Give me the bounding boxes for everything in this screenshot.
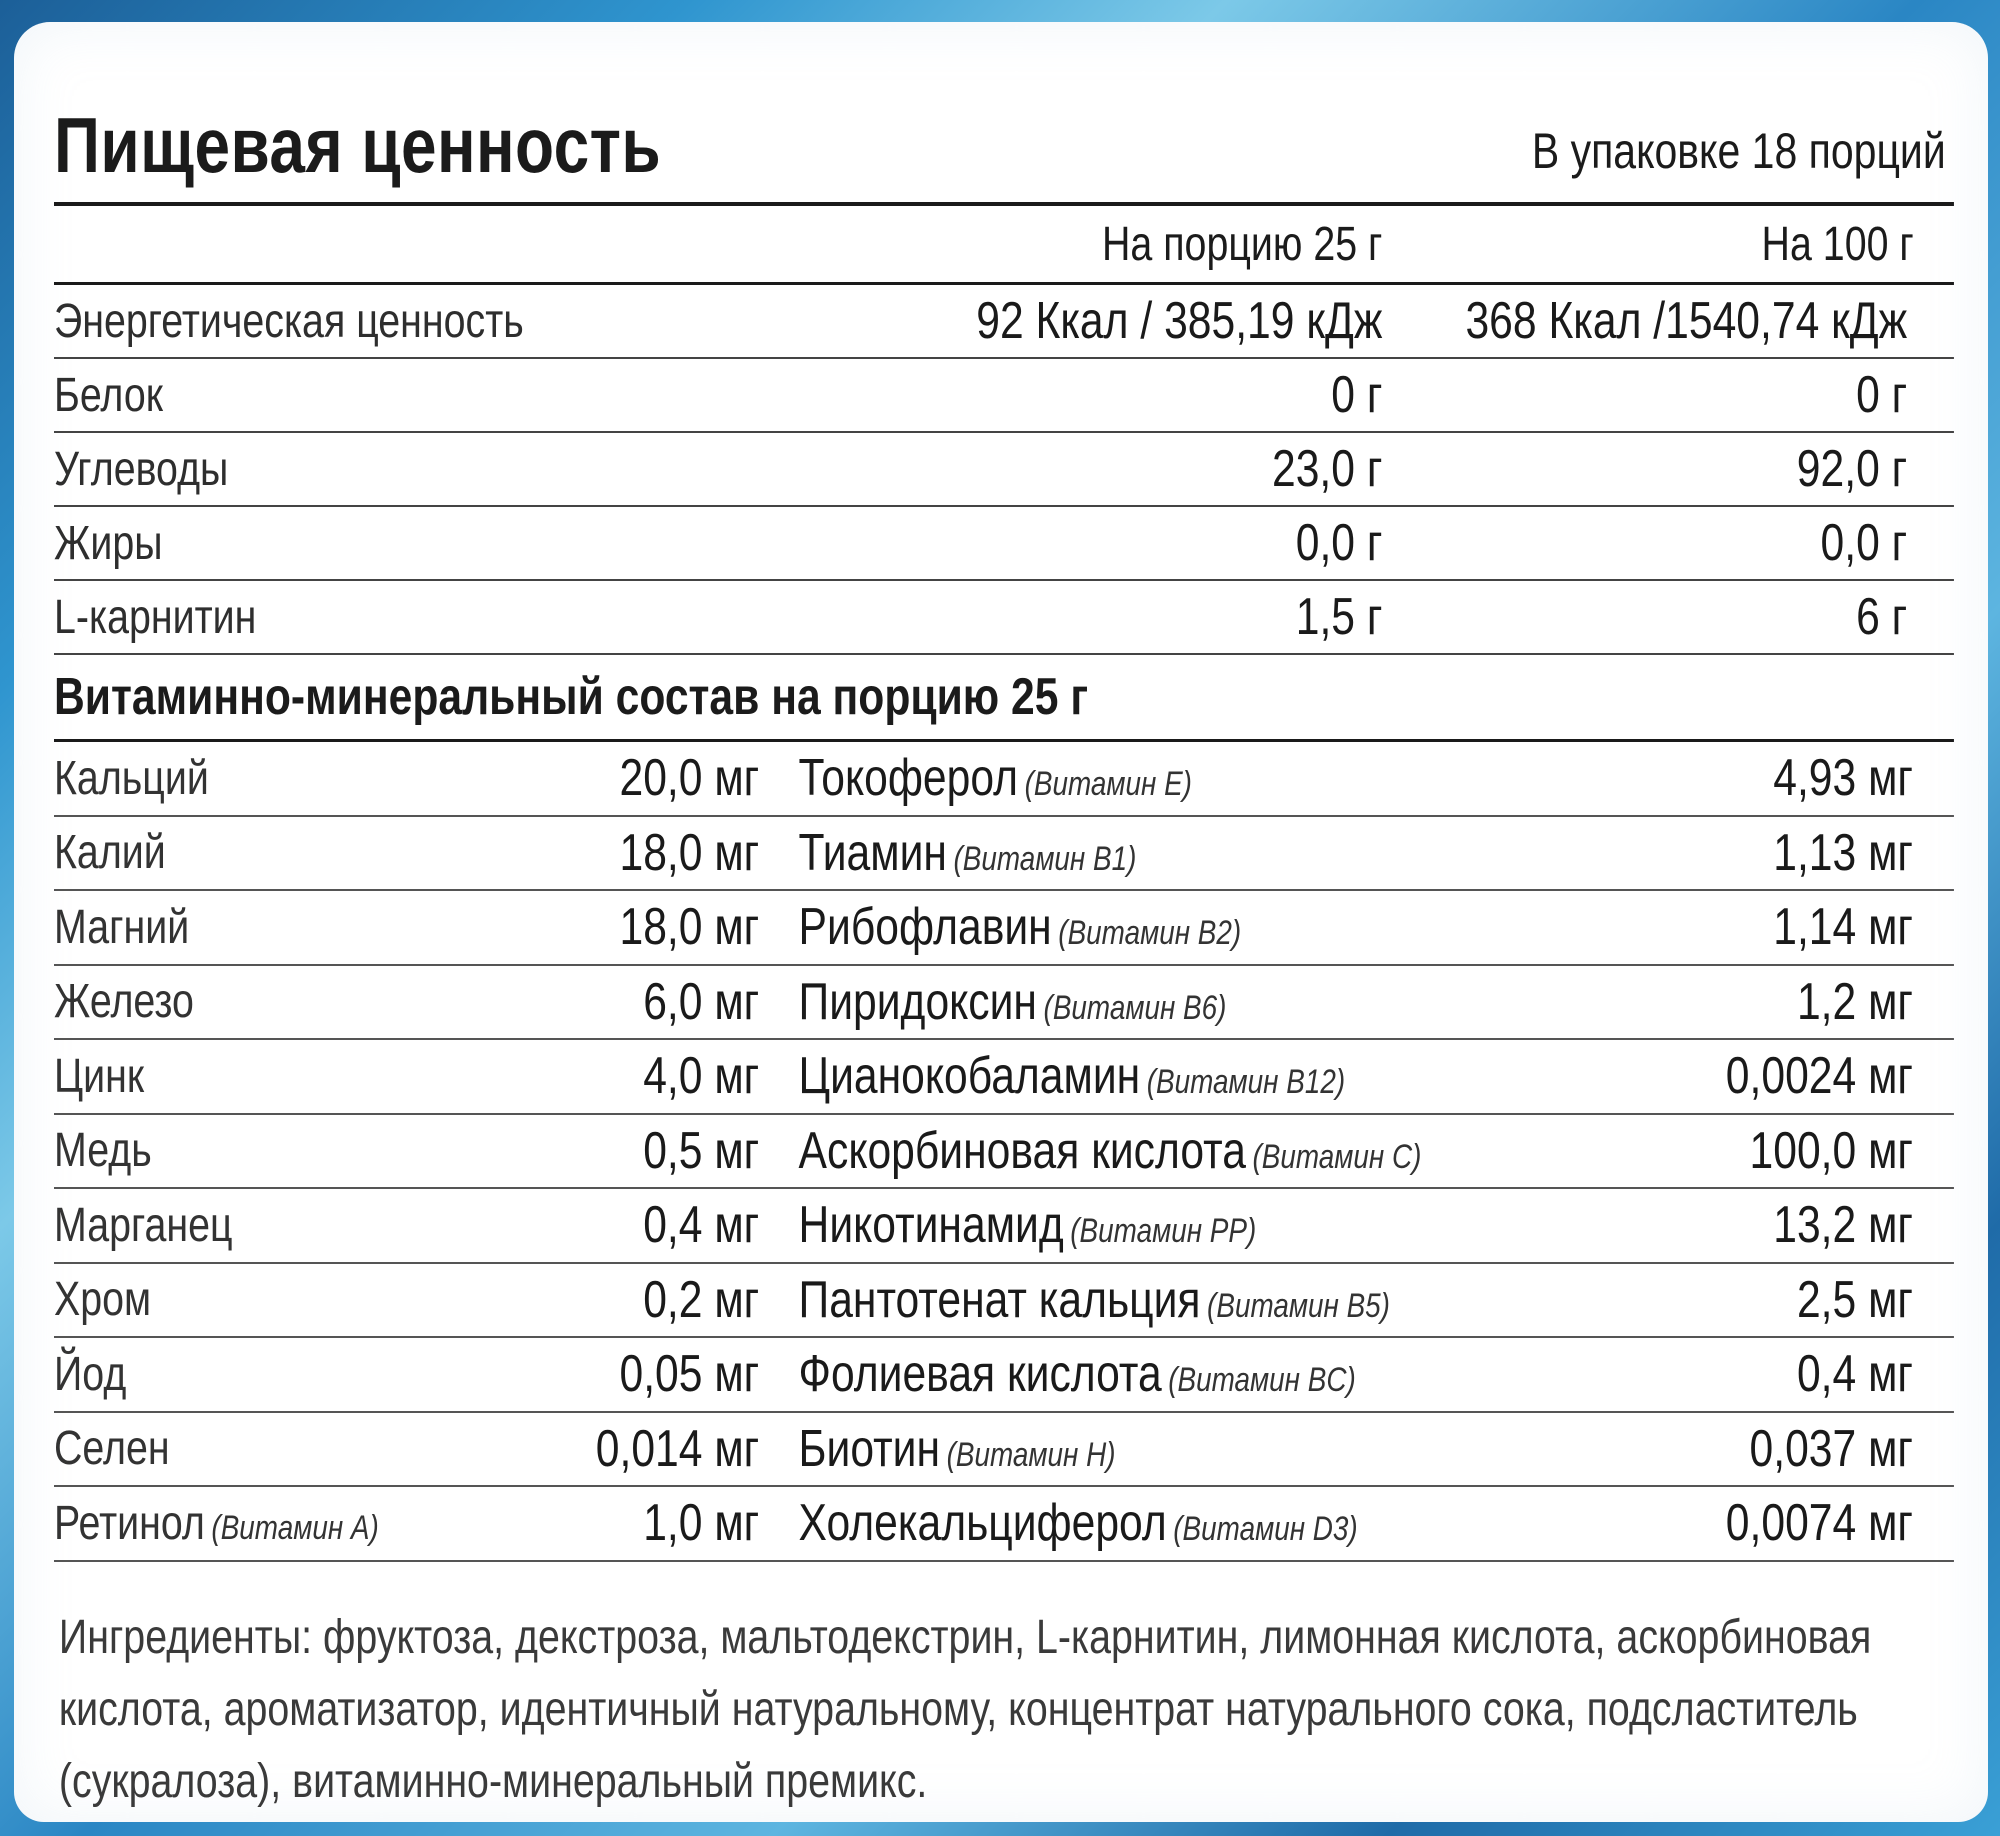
column-headers (54, 206, 1954, 285)
vitamin-mineral-row (54, 1040, 1954, 1115)
mineral-value: 18,0 мг (619, 898, 760, 957)
label-table (54, 102, 1954, 1818)
vitamin-note: (Витамин PP) (1070, 1212, 1257, 1251)
nutrient-name: Углеводы (54, 442, 229, 496)
vitamin-mineral-row (54, 1338, 1954, 1413)
vitamin-mineral-row (54, 966, 1954, 1041)
vitamin-value: 0,4 мг (1796, 1345, 1913, 1404)
vitamin-value: 0,037 мг (1749, 1419, 1913, 1478)
vitamin-name: Пиридоксин (798, 972, 1037, 1031)
vitamin-mineral-row (54, 1115, 1954, 1190)
vitamin-name: Фолиевая кислота (798, 1345, 1162, 1404)
label-content (54, 101, 1946, 1818)
vitamin-mineral-row (54, 742, 1954, 817)
vitamin-name: Тиамин (798, 823, 947, 882)
nutrition-row (54, 507, 1954, 581)
vitamin-mineral-row (54, 1264, 1954, 1339)
nutrition-row (54, 433, 1954, 507)
nutrient-per-100: 92,0 г (1796, 440, 1908, 498)
vitamin-name: Рибофлавин (798, 898, 1052, 957)
vitamin-note: (Витамин D3) (1173, 1510, 1358, 1549)
nutrient-name: Белок (54, 368, 163, 422)
mineral-value: 6,0 мг (643, 972, 760, 1031)
mineral-name: Йод (54, 1347, 127, 1401)
nutrient-per-100: 0 г (1856, 366, 1908, 424)
vitamin-name: Никотинамид (798, 1196, 1064, 1255)
vitamin-cell (759, 1419, 1913, 1479)
vitamin-cell (759, 1344, 1913, 1404)
mineral-name: Калий (54, 826, 166, 880)
vitamin-cell (759, 823, 1913, 883)
vitamin-name: Аскорбиновая кислота (798, 1121, 1246, 1180)
vitamin-note: (Витамин E) (1024, 765, 1192, 804)
vitamin-cell (759, 1121, 1913, 1181)
column-header-per-serving: На порцию 25 г (1101, 217, 1383, 271)
vitamin-name: Биотин (798, 1419, 941, 1478)
nutrient-per-serving: 0,0 г (1295, 514, 1383, 572)
mineral-value: 1,0 мг (643, 1494, 760, 1553)
vitamin-value: 4,93 мг (1773, 749, 1913, 808)
vitamin-value: 13,2 мг (1773, 1196, 1913, 1255)
vitamin-value: 1,14 мг (1773, 898, 1913, 957)
mineral-value: 0,5 мг (643, 1121, 760, 1180)
vitamin-mineral-title: Витаминно-минеральный состав на порцию 25 г (54, 655, 1954, 742)
nutrient-per-100: 0,0 г (1820, 514, 1908, 572)
vitamin-value: 100,0 мг (1749, 1121, 1913, 1180)
nutrition-row (54, 285, 1954, 359)
mineral-name: Магний (54, 900, 190, 954)
mineral-value: 0,4 мг (643, 1196, 760, 1255)
nutrition-label (14, 22, 1988, 1822)
nutrient-per-100: 368 Ккал /1540,74 кДж (1465, 292, 1908, 350)
mineral-name: Селен (54, 1422, 170, 1476)
ingredients-text: Ингредиенты: фруктоза, декстроза, мальтодекстрин, L-карнитин, лимонная кислота, аскорбиновая кислота, ароматизатор, идентичный натуральному, концентрат натурального сока, подсластитель (сукралоза), витаминно-минеральный премикс. (58, 1610, 1872, 1808)
mineral-name: Ретинол (Витамин A) (54, 1496, 379, 1550)
nutrition-row (54, 359, 1954, 433)
vitamin-name: Пантотенат кальция (798, 1270, 1201, 1329)
vitamin-name: Токоферол (798, 749, 1019, 808)
mineral-name: Марганец (54, 1198, 233, 1252)
vitamin-value: 1,13 мг (1773, 823, 1913, 882)
nutrient-per-serving: 1,5 г (1295, 588, 1383, 646)
mineral-value: 0,05 мг (619, 1345, 760, 1404)
mineral-value: 4,0 мг (643, 1047, 760, 1106)
vitamin-mineral-row (54, 1413, 1954, 1488)
servings-count: В упаковке 18 порций (1531, 123, 1946, 179)
mineral-name: Хром (54, 1273, 152, 1327)
vitamin-cell (759, 1046, 1913, 1106)
vitamin-note: (Витамин H) (946, 1435, 1116, 1474)
vitamin-cell (759, 1270, 1913, 1330)
page-title: Пищевая ценность (54, 101, 662, 189)
nutrient-per-serving: 23,0 г (1272, 440, 1383, 498)
vitamin-note: (Витамин B6) (1043, 988, 1227, 1027)
vitamin-note: (Витамин B2) (1058, 914, 1242, 953)
mineral-name: Медь (54, 1124, 152, 1178)
vitamin-value: 1,2 мг (1796, 972, 1913, 1031)
column-header-per-100: На 100 г (1761, 217, 1914, 271)
mineral-value: 0,2 мг (643, 1270, 760, 1329)
mineral-value: 0,014 мг (595, 1419, 760, 1478)
mineral-name: Железо (54, 975, 194, 1029)
vitamin-name: Холекальциферол (798, 1494, 1167, 1553)
vitamin-cell (759, 897, 1913, 957)
vitamin-value: 0,0074 мг (1725, 1494, 1913, 1553)
vitamin-note: (Витамин B1) (953, 839, 1137, 878)
mineral-value: 20,0 мг (619, 749, 760, 808)
mineral-name: Цинк (54, 1049, 145, 1103)
vitamin-cell (759, 748, 1913, 808)
nutrition-row (54, 581, 1954, 655)
vitamin-cell (759, 972, 1913, 1032)
vitamin-mineral-row (54, 891, 1954, 966)
mineral-name: Кальций (54, 751, 209, 805)
vitamin-value: 0,0024 мг (1725, 1047, 1913, 1106)
vitamin-mineral-row (54, 817, 1954, 892)
vitamin-note: (Витамин C) (1252, 1137, 1422, 1176)
header-row (54, 102, 1954, 206)
vitamin-cell (759, 1493, 1913, 1553)
vitamin-mineral-row (54, 1189, 1954, 1264)
nutrient-name: Жиры (54, 516, 163, 570)
vitamin-note: (Витамин B5) (1207, 1286, 1390, 1325)
vitamin-value: 2,5 мг (1796, 1270, 1913, 1329)
nutrient-per-serving: 0 г (1331, 366, 1383, 424)
nutrient-name: Энергетическая ценность (54, 294, 524, 348)
vitamin-cell (759, 1195, 1913, 1255)
vitamin-mineral-row (54, 1487, 1954, 1562)
mineral-value: 18,0 мг (619, 823, 760, 882)
vitamin-name: Цианокобаламин (798, 1047, 1141, 1106)
vitamin-note: (Витамин BC) (1168, 1361, 1356, 1400)
nutrient-per-serving: 92 Ккал / 385,19 кДж (976, 292, 1383, 350)
vitamin-note: (Витамин B12) (1146, 1063, 1346, 1102)
nutrient-name: L-карнитин (54, 590, 257, 644)
nutrient-per-100: 6 г (1856, 588, 1908, 646)
